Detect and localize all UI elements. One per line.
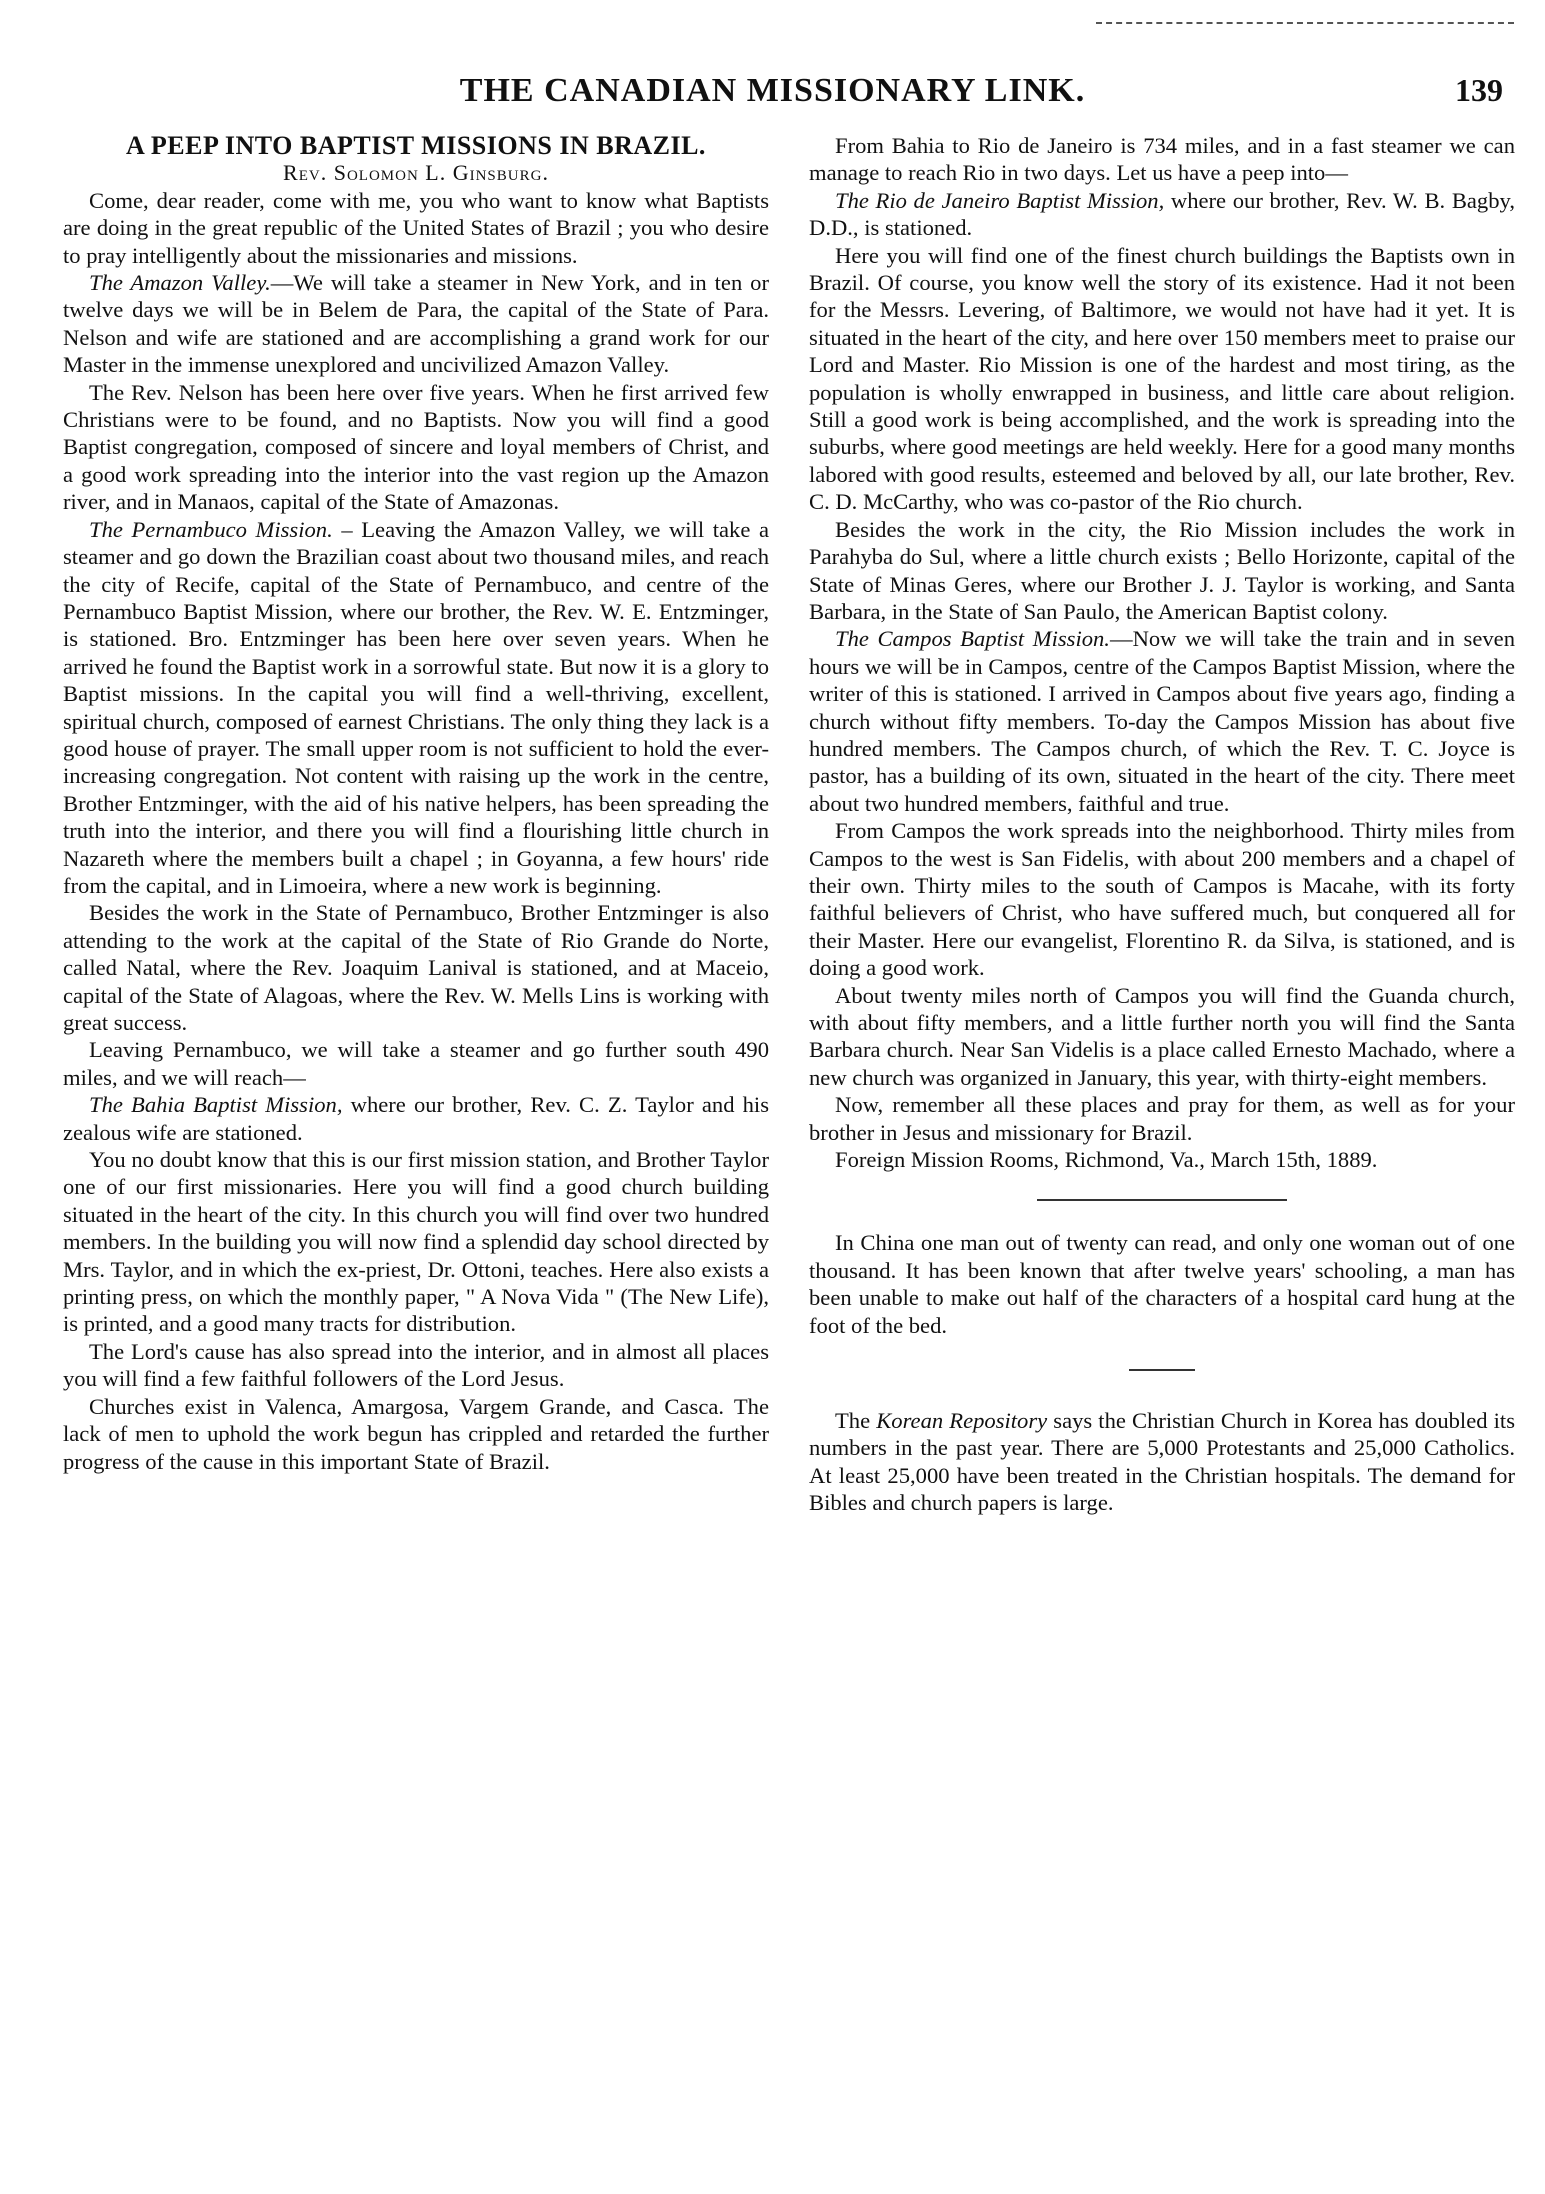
- paragraph-rio-body: where our brother, Rev. W. B. Bagby, D.D., is stationed.: [809, 187, 1516, 241]
- paragraph-remember: Now, remember all these places and pray for them, as well as for your brother in Jesus and missionary for Brazil.: [809, 1092, 1515, 1145]
- paragraph-nelson: The Rev. Nelson has been here over five years. When he first arrived few Christians were to be found, and no Baptists. Now you will find a good Baptist congregation, composed of sincere and loyal members of Christ, and a good work spreading into the interior into the vast region up the Amazon river, and in Manaos, capital of the State of Amazonas.: [63, 379, 769, 515]
- paragraph-intro: Come, dear reader, come with me, you who want to know what Baptists are doing in the great republic of the United States of Brazil ; you who desire to pray intelligently about the missionaries and missions.: [63, 187, 769, 268]
- paragraph-campos: [809, 625, 1515, 817]
- top-dashed-rule: [1096, 22, 1514, 24]
- subhead-pernambuco: The Pernambuco Mission.: [89, 516, 333, 542]
- korea-note: [809, 1407, 1515, 1517]
- paragraph-guanda: About twenty miles north of Campos you will find the Guanda church, with about fifty members, and a little further north you will find the Santa Barbara church. Near San Videlis is a place called Ernesto Machado, where a new church was organized in January, this year, with thirty-eight members.: [809, 982, 1515, 1090]
- paragraph-bahia-body: where our brother, Rev. C. Z. Taylor and his zealous wife are stationed.: [63, 1092, 769, 1145]
- paragraph-amazon-body: —We will take a steamer in New York, and in ten or twelve days we will be in Belem de Para, the capital of the State of Para. Nelson and wife are stationed and are accomplishing a grand work for our Master in the immense unexplored and uncivilized Amazon Valley.: [63, 270, 769, 378]
- separator-rule-short: [1129, 1369, 1195, 1371]
- paragraph-churches: Churches exist in Valenca, Amargosa, Vargem Grande, and Casca. The lack of men to uphold the work begun has crippled and retarded the further progress of the cause in this important State of Brazil.: [63, 1393, 769, 1474]
- paragraph-rio-church: Here you will find one of the finest church buildings the Baptists own in Brazil. Of course, you know well the story of its existence. Had it not been for the Messrs. Levering, of Baltimore, we would not have had it yet. It is situated in the heart of the city, and here over 150 members meet to praise our Lord and Master. Rio Mission is one of the hardest and most tiring, as the population is wholly enwrapped in business, and little care about religion. Still a good work is being accomplished, and the work is spreading into the suburbs, where good meetings are held weekly. Here for a good many months labored with good results, esteemed and beloved by all, our late brother, Rev. C. D. McCarthy, who was co-pastor of the Rio church.: [809, 242, 1515, 515]
- article-byline: Rev. Solomon L. Ginsburg.: [283, 160, 549, 186]
- paragraph-interior: The Lord's cause has also spread into the interior, and in almost all places you will find a few faithful followers of the Lord Jesus.: [63, 1338, 769, 1392]
- paragraph-amazon: [63, 269, 769, 379]
- paragraph-bahia: [63, 1091, 769, 1146]
- paragraph-pernambuco: [63, 516, 769, 900]
- page-number: 139: [1455, 72, 1503, 108]
- paragraph-neighborhood: From Campos the work spreads into the neighborhood. Thirty miles from Campos to the west is San Fidelis, with about 200 members and a chapel of their own. Thirty miles to the south of Campos is Macahe, with its forty faithful believers of Christ, who have suffered much, but conquered all for their Master. Here our evangelist, Florentino R. da Silva, is stationed, and is doing a good work.: [809, 818, 1515, 981]
- korea-note-source: Korean Repository: [876, 1408, 1048, 1434]
- paragraph-rio: [809, 187, 1515, 242]
- paragraph-pernambuco-body: – Leaving the Amazon Valley, we will take a steamer and go down the Brazilian coast about two thousand miles, and reach the city of Recife, capital of the State of Pernambuco, and centre of the Pernambuco Baptist Mission, where our brother, the Rev. W. E. Entzminger, is stationed. Bro. Entzminger has been here over seven years. When he arrived he found the Baptist work in a sorrowful state. But now it is a glory to Baptist missions. In the capital you will find a well-thriving, excellent, spiritual church, composed of earnest Christians. The only thing they lack is a good house of prayer. The small upper room is not sufficient to hold the ever-increasing congregation. Not content with raising up the work in the centre, Brother Entzminger, with the aid of his native helpers, has been spreading the truth into the interior, and there you will find a flourishing little church in Nazareth where the members built a chapel ; in Goyanna, a few hours' ride from the capital, and in Limoeira, where a new work is beginning.: [63, 516, 770, 898]
- dateline: Foreign Mission Rooms, Richmond, Va., March 15th, 1889.: [835, 1147, 1378, 1173]
- running-header: [0, 72, 1545, 120]
- paragraph-bahia-to-rio: From Bahia to Rio de Janeiro is 734 miles, and in a fast steamer we can manage to reach Rio in two days. Let us have a peep into—: [809, 133, 1515, 186]
- subhead-amazon: The Amazon Valley.: [89, 270, 271, 296]
- article-title: A PEEP INTO BAPTIST MISSIONS IN BRAZIL.: [126, 131, 706, 160]
- paragraph-entzminger: Besides the work in the State of Pernambuco, Brother Entzminger is also attending to the work at the capital of the State of Rio Grande do Norte, called Natal, where the Rev. Joaquim Lanival is stationed, and at Maceio, capital of the State of Alagoas, where the Rev. W. Mells Lins is working with great success.: [63, 900, 769, 1035]
- korea-note-body: says the Christian Church in Korea has doubled its numbers in the past year. There are 5,000 Protestants and 25,000 Catholics. At least 25,000 have been treated in the Christian hospitals. The demand for Bibles and church papers is large.: [809, 1408, 1515, 1516]
- paragraph-leaving-pernambuco: Leaving Pernambuco, we will take a steamer and go further south 490 miles, and we will reach—: [63, 1037, 769, 1090]
- paragraph-first-station: You no doubt know that this is our first mission station, and Brother Taylor one of our first missionaries. Here you will find a good church building situated in the heart of the city. In this church you will find over two hundred members. In the building you will now find a splendid day school directed by Mrs. Taylor, and in which the ex-priest, Dr. Ottoni, teaches. Here also exists a printing press, on which the monthly paper, " A Nova Vida " (The New Life), is printed, and a good many tracts for distribution.: [63, 1147, 769, 1337]
- right-column: [809, 132, 1515, 1517]
- separator-rule: [1037, 1199, 1287, 1201]
- left-column: [63, 132, 769, 1475]
- paragraph-rio-mission-work: Besides the work in the city, the Rio Mission includes the work in Parahyba do Sul, where a little church exists ; Bello Horizonte, capital of the State of Minas Geres, where our Brother J. J. Taylor is working, and Santa Barbara, in the State of San Paulo, the American Baptist colony.: [809, 516, 1515, 624]
- china-note: In China one man out of twenty can read, and only one woman out of one thousand. It has been known that after twelve years' schooling, a man has been unable to make out half of the characters of a hospital card hung at the foot of the bed.: [809, 1230, 1515, 1338]
- running-title: THE CANADIAN MISSIONARY LINK.: [459, 72, 1086, 109]
- korea-note-lead: The: [835, 1408, 877, 1434]
- paragraph-campos-body: —Now we will take the train and in seven hours we will be in Campos, centre of the Campos Baptist Mission, where the writer of this is stationed. I arrived in Campos about five years ago, finding a church without fifty members. To-day the Campos Mission has about five hundred members. The Campos church, of which the Rev. T. C. Joyce is pastor, has a building of its own, situated in the heart of the city. There meet about two hundred members, faithful and true.: [809, 626, 1515, 816]
- subhead-bahia: The Bahia Baptist Mission,: [89, 1092, 343, 1118]
- subhead-rio: The Rio de Janeiro Baptist Mission,: [835, 187, 1165, 213]
- subhead-campos: The Campos Baptist Mission.: [835, 626, 1110, 652]
